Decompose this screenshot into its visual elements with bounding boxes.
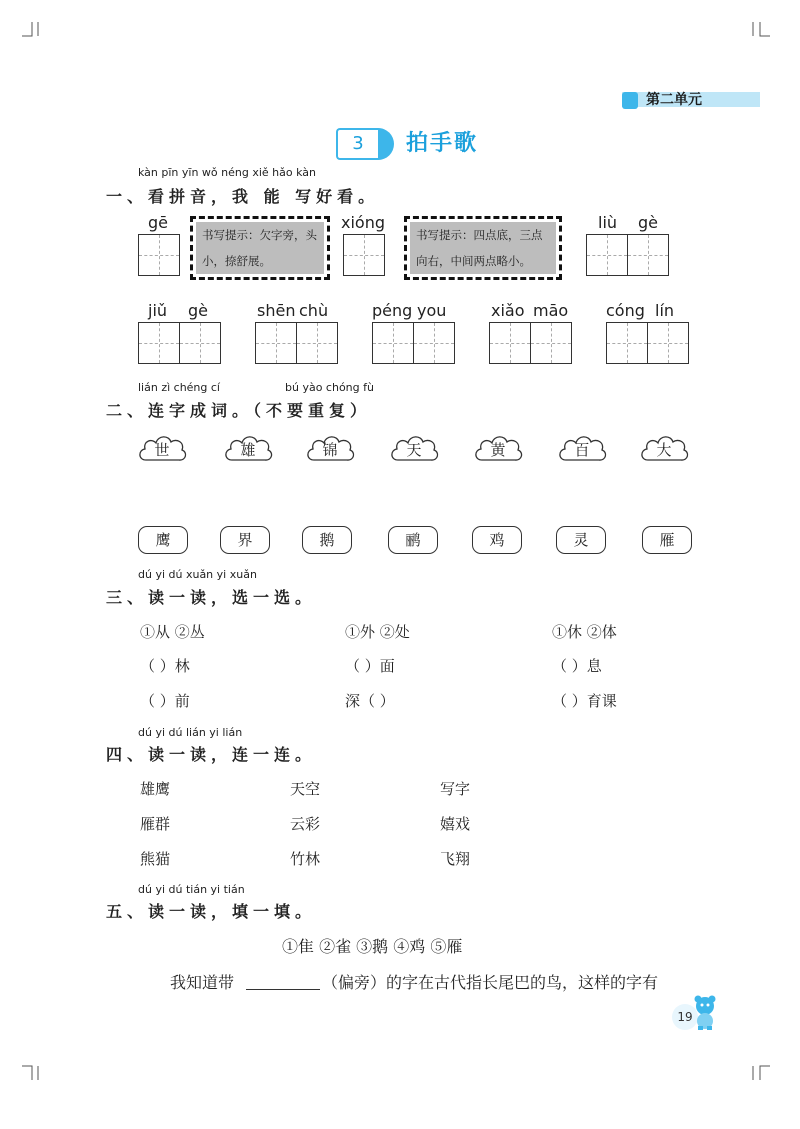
writing-grid-jiu-ge[interactable] <box>138 322 221 364</box>
cloud-character-6[interactable] <box>556 432 608 466</box>
pill-character-2[interactable]: 界 <box>220 526 270 554</box>
pinyin-peng: péng <box>372 301 413 320</box>
fill-sentence-start: 我知道带 <box>170 973 235 992</box>
crop-mark-top-left <box>22 22 42 42</box>
section2-title: 二、连字成词。（不要重复） <box>106 401 372 420</box>
section1-title: 一、看拼音，我 能 写好看。 <box>106 187 380 206</box>
pinyin-you: you <box>417 301 447 320</box>
writing-grid-xiong[interactable] <box>343 234 385 276</box>
pinyin-chu: chù <box>299 301 329 320</box>
crop-mark-bottom-right <box>750 1060 770 1080</box>
page-number: 19 <box>672 1004 698 1030</box>
unit-label: 第二单元 <box>646 92 702 108</box>
pill-character-1[interactable]: 鹰 <box>138 526 188 554</box>
unit-banner-tab <box>622 92 638 109</box>
fill-blank-radical[interactable] <box>246 988 320 990</box>
section3-title: 三、读一读，选一选。 <box>106 588 317 607</box>
cloud-character-label: 大 <box>656 441 672 459</box>
writing-tip-ge: 书写提示：欠字旁，头小，捺舒展。 <box>190 216 330 280</box>
pill-character-6[interactable]: 灵 <box>556 526 606 554</box>
match-right-3[interactable]: 飞翔 <box>440 850 471 868</box>
choice-blank-mian[interactable]: （ ）面 <box>345 657 395 675</box>
writing-grid-cong-lin[interactable] <box>606 322 689 364</box>
cloud-character-label: 雄 <box>240 441 256 459</box>
section3-pinyin: dú yi dú xuǎn yi xuǎn <box>138 568 257 581</box>
choice-blank-qian[interactable]: （ ）前 <box>140 692 190 710</box>
match-left-3[interactable]: 熊猫 <box>140 850 171 868</box>
fill-sentence-end: （偏旁）的字在古代指长尾巴的鸟，这样的字有 <box>322 973 659 992</box>
fill-options: ①隹 ②雀 ③鹅 ④鸡 ⑤雁 <box>282 937 463 956</box>
match-left-2[interactable]: 雁群 <box>140 815 171 833</box>
writing-grid-liu-ge[interactable] <box>586 234 669 276</box>
pinyin-shen: shēn <box>257 301 296 320</box>
match-left-1[interactable]: 雄鹰 <box>140 780 171 798</box>
choice-blank-shen[interactable]: 深（ ） <box>345 692 395 710</box>
lesson-number: 3 <box>336 128 378 160</box>
crop-mark-top-right <box>750 22 770 42</box>
pinyin-xiao: xiǎo <box>491 301 525 320</box>
choice-blank-xi[interactable]: （ ）息 <box>552 657 602 675</box>
lesson-title: 拍手歌 <box>406 131 479 156</box>
pill-character-7[interactable]: 雁 <box>642 526 692 554</box>
section2-pinyin-a: lián zì chéng cí <box>138 381 220 394</box>
section2-pinyin-b: bú yào chóng fù <box>285 381 374 394</box>
pinyin-ge: gē <box>148 213 168 232</box>
match-right-2[interactable]: 嬉戏 <box>440 815 471 833</box>
crop-mark-bottom-left <box>22 1060 42 1080</box>
pinyin-xiong: xióng <box>341 213 385 232</box>
cloud-character-3[interactable] <box>304 432 356 466</box>
pill-character-5[interactable]: 鸡 <box>472 526 522 554</box>
cloud-character-4[interactable] <box>388 432 440 466</box>
choice-blank-lin[interactable]: （ ）林 <box>140 657 190 675</box>
pill-character-4[interactable]: 鹂 <box>388 526 438 554</box>
cloud-character-label: 世 <box>154 441 170 459</box>
choice-options-wai: ①外 ②处 <box>345 623 410 641</box>
cloud-character-5[interactable] <box>472 432 524 466</box>
pinyin-ge2: gè <box>638 213 658 232</box>
section1-pinyin: kàn pīn yīn wǒ néng xiě hǎo kàn <box>138 166 316 179</box>
pill-character-3[interactable]: 鹅 <box>302 526 352 554</box>
cloud-character-7[interactable] <box>638 432 690 466</box>
choice-options-cong: ①从 ②丛 <box>140 623 205 641</box>
bear-mascot-icon <box>690 994 720 1030</box>
cloud-character-label: 百 <box>574 441 590 459</box>
section5-pinyin: dú yi dú tián yi tián <box>138 883 245 896</box>
section4-title: 四、读一读，连一连。 <box>106 745 317 764</box>
cloud-character-2[interactable] <box>222 432 274 466</box>
writing-tip-xiong: 书写提示：四点底，三点向右，中间两点略小。 <box>404 216 562 280</box>
pinyin-mao: māo <box>533 301 569 320</box>
cloud-character-1[interactable] <box>136 432 188 466</box>
writing-grid-ge[interactable] <box>138 234 180 276</box>
pinyin-liu: liù <box>598 213 618 232</box>
match-right-1[interactable]: 写字 <box>440 780 471 798</box>
writing-grid-peng-you[interactable] <box>372 322 455 364</box>
cloud-character-label: 黄 <box>490 441 506 459</box>
lesson-number-decoration <box>378 128 394 160</box>
pinyin-cong: cóng <box>606 301 645 320</box>
writing-grid-shen-chu[interactable] <box>255 322 338 364</box>
match-middle-1[interactable]: 天空 <box>290 780 321 798</box>
pinyin-jiu: jiǔ <box>148 301 168 320</box>
cloud-character-label: 天 <box>406 441 422 459</box>
writing-grid-xiao-mao[interactable] <box>489 322 572 364</box>
pinyin-ge3: gè <box>188 301 208 320</box>
choice-blank-yuke[interactable]: （ ）育课 <box>552 692 617 710</box>
section4-pinyin: dú yi dú lián yi lián <box>138 726 243 739</box>
cloud-character-label: 锦 <box>322 441 338 459</box>
match-middle-2[interactable]: 云彩 <box>290 815 321 833</box>
choice-options-xiu: ①休 ②体 <box>552 623 617 641</box>
match-middle-3[interactable]: 竹林 <box>290 850 321 868</box>
section5-title: 五、读一读，填一填。 <box>106 902 317 921</box>
pinyin-lin: lín <box>655 301 675 320</box>
